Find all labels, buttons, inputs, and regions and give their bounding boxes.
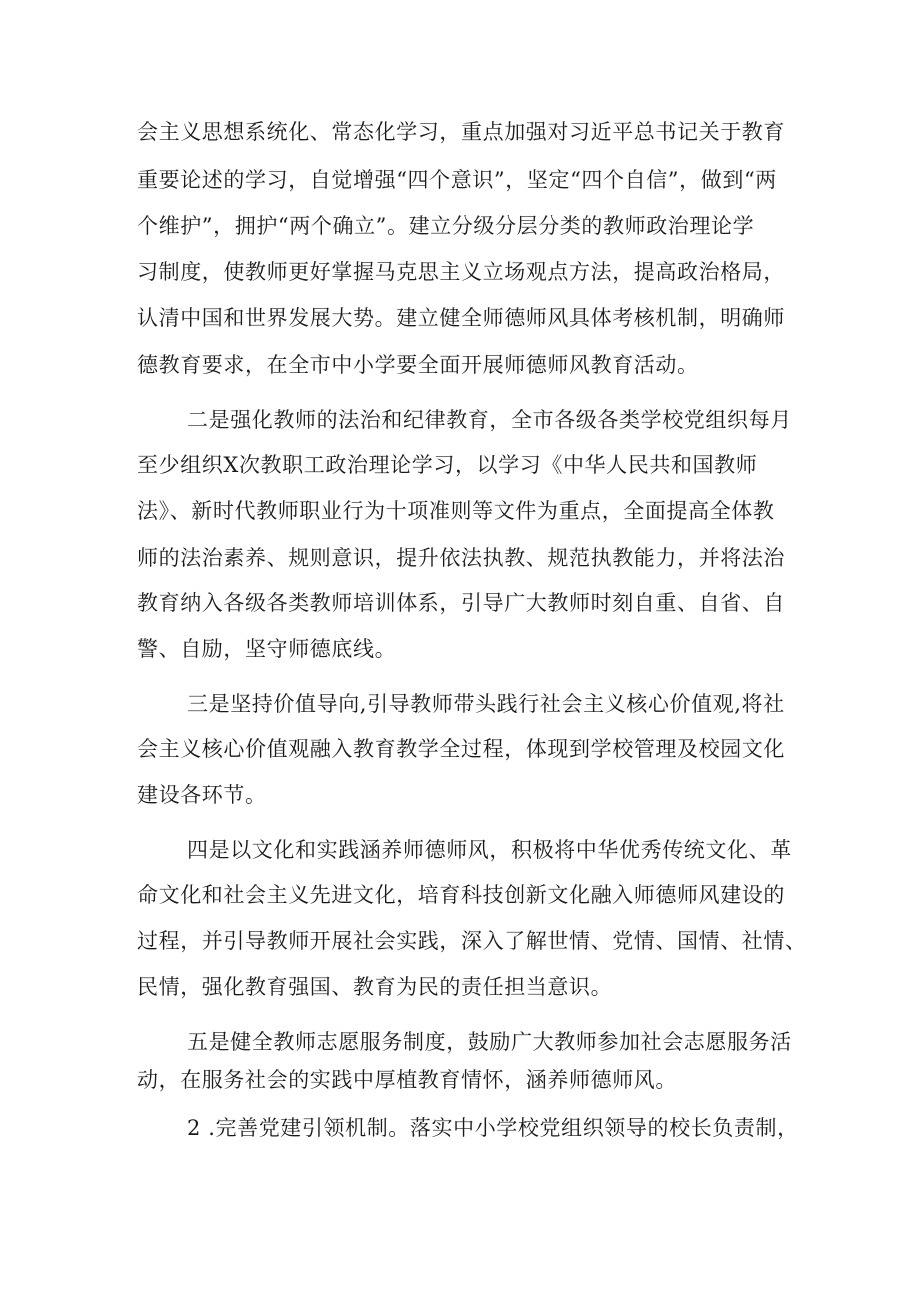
text-line: 至少组织X次教职工政治理论学习，以学习《中华人民共和国教师 xyxy=(137,453,758,477)
text-line: 过程，并引导教师开展社会实践，深入了解世情、党情、国情、社情、 xyxy=(137,929,807,953)
text-line: 个维护”，拥护“两个确立”。建立分级分层分类的教师政治理论学 xyxy=(137,214,755,238)
numbered-item-line: 2 .完善党建引领机制。落实中小学校党组织领导的校长负责制， xyxy=(187,1116,799,1140)
text-line: 习制度，使教师更好掌握马克思主义立场观点方法，提高政治格局， xyxy=(137,260,785,284)
text-line: 法》、新时代教师职业行为十项准则等文件为重点，全面提高全体教 xyxy=(137,499,775,523)
text-line: 命文化和社会主义先进文化，培育科技创新文化融入师德师风建设的 xyxy=(137,883,785,907)
text-line: 重要论述的学习，自觉增强“四个意识”，坚定“四个自信”，做到“两 xyxy=(137,168,777,192)
text-line: 会主义核心价值观融入教育教学全过程，体现到学校管理及校园文化 xyxy=(137,737,785,761)
paragraph-first-line: 四是以文化和实践涵养师德师风，积极将中华优秀传统文化、革 xyxy=(187,838,792,862)
text-line: 动，在服务社会的实践中厚植教育情怀，涵养师德师风。 xyxy=(137,1068,677,1092)
text-line: 民情，强化教育强国、教育为民的责任担当意识。 xyxy=(137,975,613,999)
text-line: 教育纳入各级各类教师培训体系，引导广大教师时刻自重、自省、自 xyxy=(137,591,785,615)
text-line: 会主义思想系统化、常态化学习，重点加强对习近平总书记关于教育 xyxy=(137,120,785,144)
text-line: 警、自励，坚守师德底线。 xyxy=(137,637,397,661)
paragraph-first-line: 三是坚持价值导向,引导教师带头践行社会主义核心价值观,将社 xyxy=(187,692,785,716)
paragraph-first-line: 五是健全教师志愿服务制度，鼓励广大教师参加社会志愿服务活 xyxy=(187,1030,792,1054)
text-line: 师的法治素养、规则意识，提升依法执教、规范执教能力，并将法治 xyxy=(137,546,785,570)
paragraph-first-line: 二是强化教师的法治和纪律教育，全市各级各类学校党组织每月 xyxy=(187,408,792,432)
text-line: 德教育要求，在全市中小学要全面开展师德师风教育活动。 xyxy=(137,353,699,377)
text-line: 建设各环节。 xyxy=(137,783,267,807)
text-line: 认清中国和世界发展大势。建立健全师德师风具体考核机制，明确师 xyxy=(137,306,785,330)
